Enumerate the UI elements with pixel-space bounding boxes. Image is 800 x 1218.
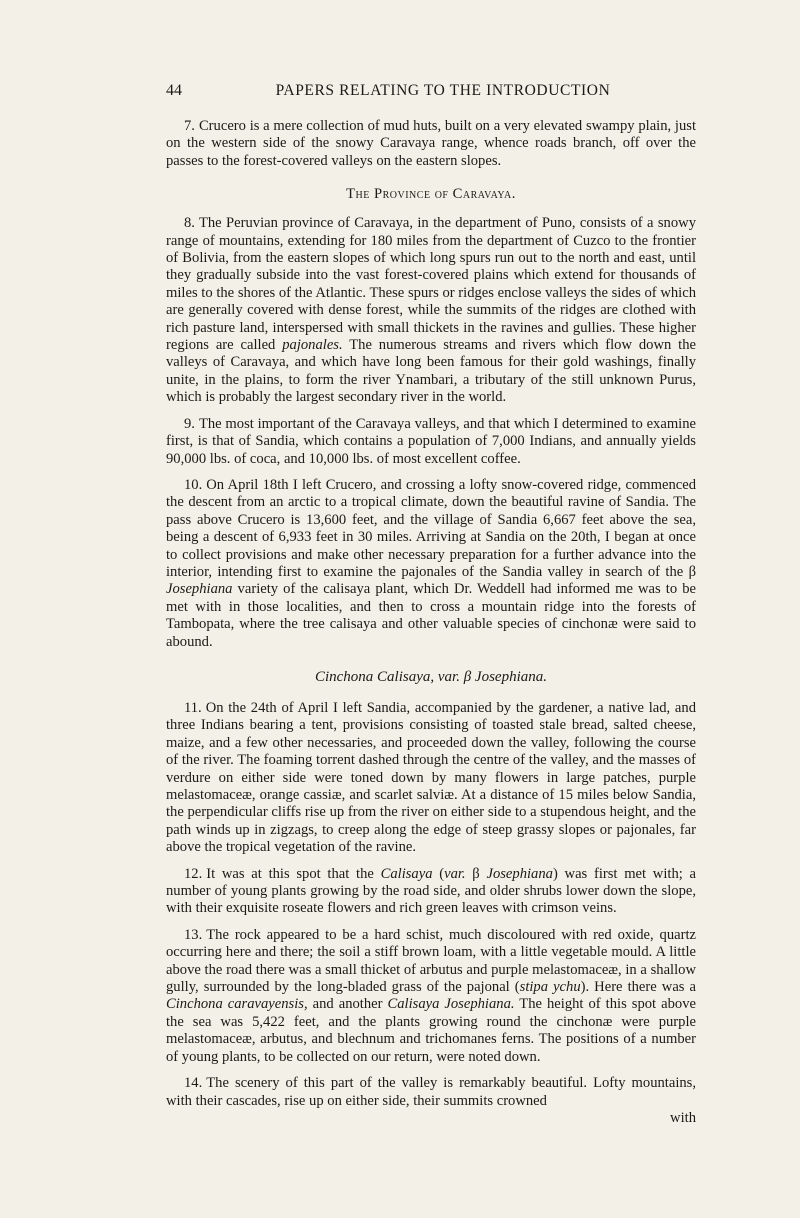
italic-term: pajonales. xyxy=(282,337,343,354)
paragraph-text: It was at this spot that the xyxy=(206,865,381,882)
paragraph-text: The rock appeared to be a hard schist, much discoloured with red oxide, quartz occurring here and there; the soil a stiff brown loam, with a little vegetable mould. A little above the road there was a small thicket of arbutus and purple melastomaceæ, in a shallow gully, surrounded by the long-bladed grass of the pajonal ( xyxy=(166,926,696,996)
paragraph-number: 11. xyxy=(184,699,202,716)
running-head: PAPERS RELATING TO THE INTRODUCTION xyxy=(275,82,611,99)
paragraph-number: 7. xyxy=(184,118,195,134)
paragraph-text: β xyxy=(465,865,487,882)
paragraph-text: and another xyxy=(307,996,388,1013)
paragraph-text: ( xyxy=(432,865,445,882)
italic-term: var. xyxy=(444,865,466,882)
section-heading-cinchona: Cinchona Calisaya, var. β Josephiana. xyxy=(314,668,548,685)
paragraph-7 xyxy=(166,118,696,170)
italic-term: Josephiana xyxy=(166,581,233,598)
page-number: 44 xyxy=(166,82,182,99)
paragraph-9 xyxy=(166,416,696,468)
paragraph-text: The height of this spot above the sea was 5,422 feet, and the plants growing round the cinchonæ were purple melastomaceæ, arbutus, and blechnum and trichomanes ferns. The positions of a number of young plants, to be collected on our return, were noted down. xyxy=(166,996,696,1065)
paragraph-number: 10. xyxy=(184,476,203,493)
italic-term: Josephiana xyxy=(486,865,553,882)
paragraph-text: The numerous streams and rivers which flow down the valleys of Caravaya, and which have long been famous for their gold washings, finally unite, in the plains, to form the river Ynambari, a tributary of the still unknown Purus, which is probably the largest secondary river in the world. xyxy=(166,337,697,406)
paragraph-14 xyxy=(166,1075,696,1110)
paragraph-text: The scenery of this part of the valley is remarkably beautiful. Lofty mountains, with their cascades, rise up on either side, their summits crowned xyxy=(166,1075,696,1109)
paragraph-number: 13. xyxy=(184,926,203,943)
paragraph-text: The Peruvian province of Caravaya, in the department of Puno, consists of a snowy range of mountains, extending for 180 miles from the department of Cuzco to the frontier of Bolivia, from the eastern slopes of which long spurs run out to the north and east, until they gradually subside into the vast forest-covered plains which extend for thousands of miles to the shores of the Atlantic. These spurs or ridges enclose valleys the sides of which are generally covered with dense forest, while the summits of the ridges are clothed with rich pasture land, interspersed with small thickets in the ravines and gullies. These higher regions are called xyxy=(166,215,696,354)
paragraph-8 xyxy=(166,215,696,406)
paragraph-12 xyxy=(166,866,696,918)
paragraph-number: 14. xyxy=(184,1075,203,1092)
paragraph-text: The most important of the Caravaya valleys, and that which I determined to examine first, is that of Sandia, which contains a population of 7,000 Indians, and annually yields 90,000 lbs. of coca, and 10,000 lbs. of most excellent coffee. xyxy=(166,415,696,467)
paragraph-text: On April 18th I left Crucero, and crossing a lofty snow-covered ridge, commenced the descent from an arctic to a tropical climate, down the beautiful ravine of Sandia. The pass above Crucero is 13,600 feet, and the village of Sandia 6,667 feet above the sea, being a descent of 6,933 feet in 30 miles. Arriving at Sandia on the 20th, I began at once to collect provisions and make other necessary preparation for a further advance into the interior, intending first to examine the pajonales of the Sandia valley in search of the β xyxy=(166,476,696,580)
paragraph-number: 12. xyxy=(184,865,203,882)
section-heading-province: The Province of Caravaya. xyxy=(346,186,516,203)
italic-term: stipa ychu xyxy=(519,979,581,996)
italic-term: Calisaya xyxy=(380,865,433,882)
italic-term: Calisaya Josephiana. xyxy=(387,996,515,1013)
paragraph-text: ). Here there was a xyxy=(580,979,696,996)
page-header xyxy=(166,82,696,108)
paragraph-text: ) was first met with; a number of young plants growing by the road side, and older shrubs lower down the slope, with their exquisite roseate flowers and rich green leaves with crimson veins. xyxy=(166,865,697,917)
catchword: with xyxy=(670,1109,696,1126)
paragraph-text: variety of the calisaya plant, which Dr. Weddell had informed me was to be met with in those localities, and then to cross a mountain ridge into the forests of Tambopata, where the tree calisaya and other valuable species of cinchonæ were said to abound. xyxy=(166,581,696,650)
italic-term: Cinchona caravayensis, xyxy=(166,996,308,1013)
paragraph-number: 8. xyxy=(184,215,195,232)
paragraph-13 xyxy=(166,927,696,1066)
paragraph-text: On the 24th of April I left Sandia, accompanied by the gardener, a native lad, and three Indians bearing a tent, provisions consisting of toasted stale bread, salted cheese, maize, and a few other necessaries, and proceeded down the valley, following the course of the river. The foaming torrent dashed through the centre of the valley, and the masses of verdure on either side were toned down by many flowers in large patches, purple melastomaceæ, orange cassiæ, and scarlet salviæ. At a distance of 15 miles below Sandia, the perpendicular cliffs rise up from the river on either side to a stupendous height, and the path winds up in zigzags, to creep along the edge of steep grassy slopes or pajonales, far above the tropical vegetation of the ravine. xyxy=(166,699,696,856)
paragraph-number: 9. xyxy=(184,415,195,432)
paragraph-text: Crucero is a mere collection of mud huts, built on a very elevated swampy plain, just on the western side of the snowy Caravaya range, whence roads branch, off over the passes to the forest-covered valleys on the eastern slopes. xyxy=(166,118,696,169)
paragraph-10 xyxy=(166,477,696,651)
paragraph-11 xyxy=(166,700,696,857)
